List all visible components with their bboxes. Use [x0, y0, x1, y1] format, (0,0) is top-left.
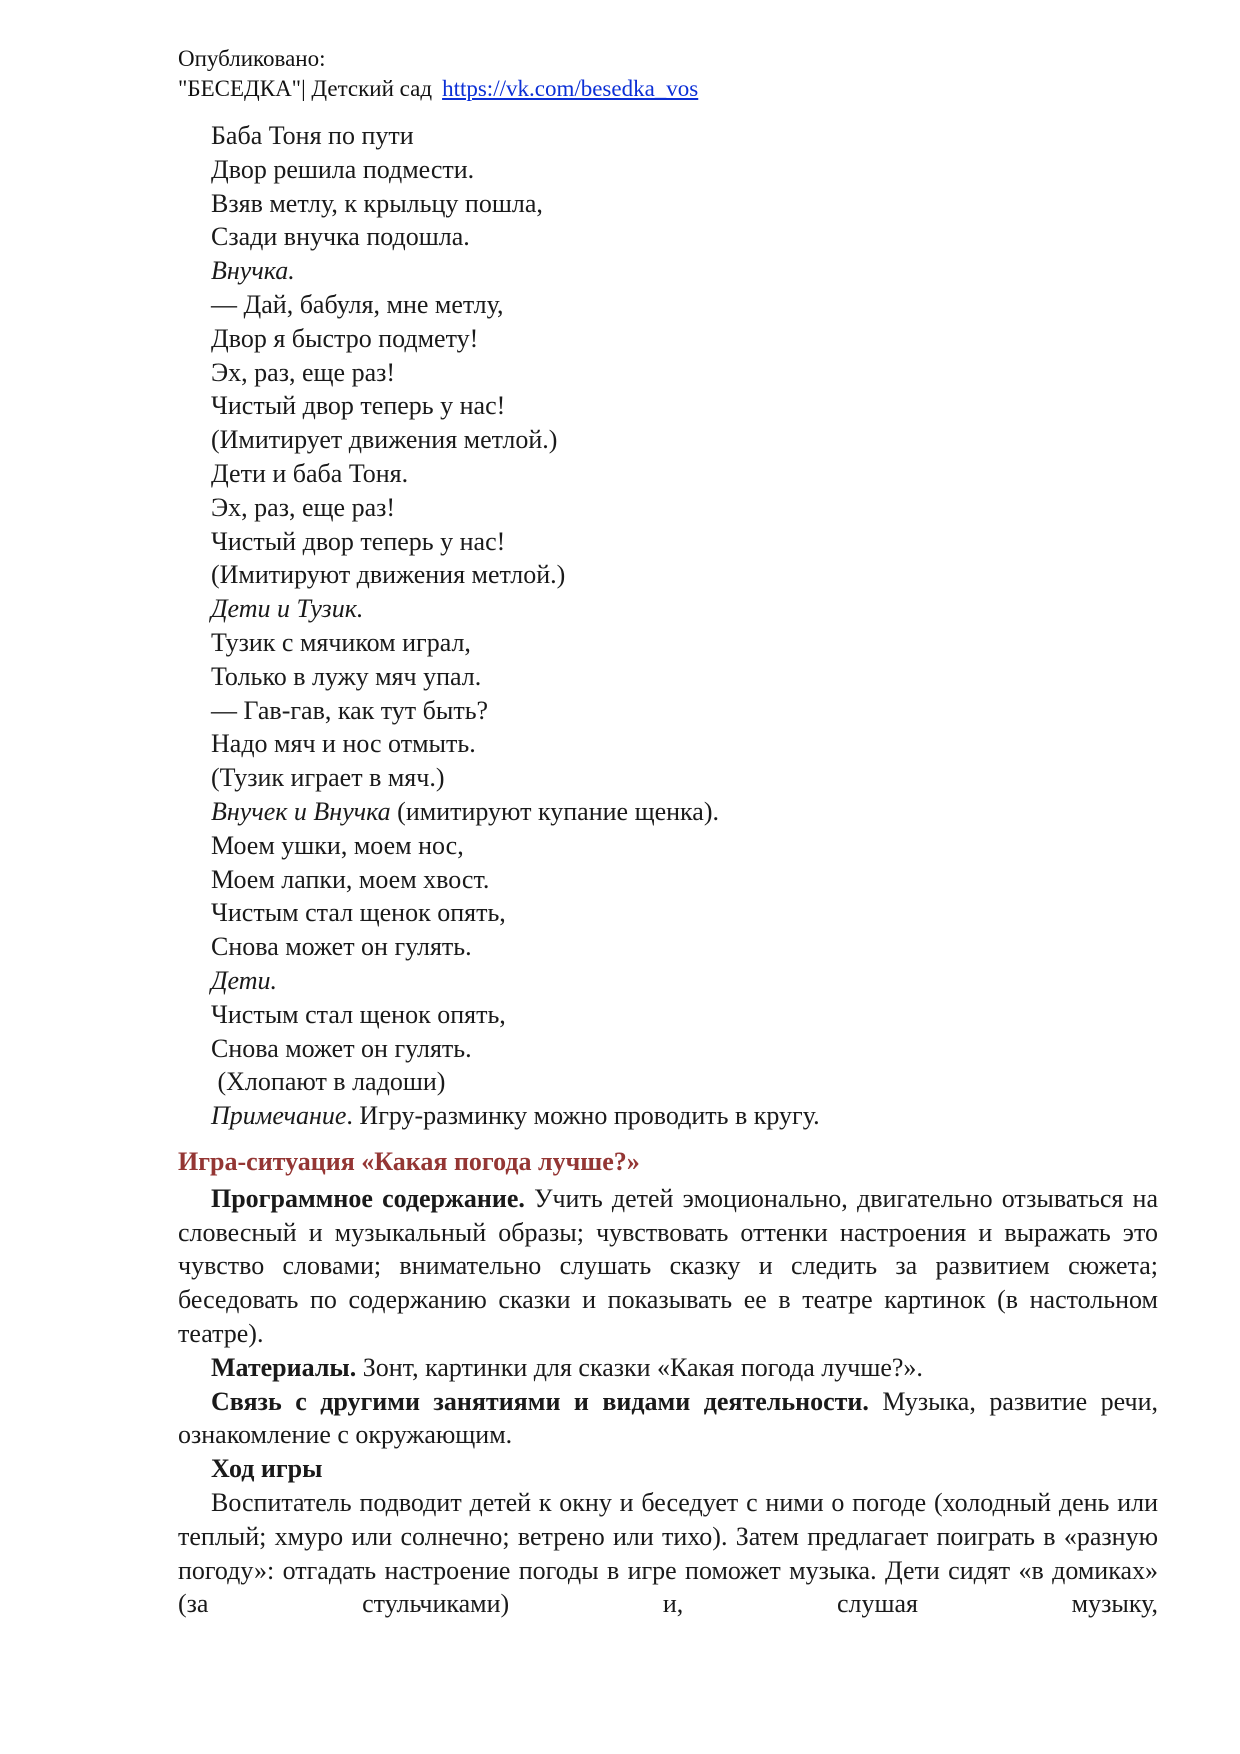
poem-text: Надо мяч и нос отмыть. [211, 729, 476, 759]
poem-text: Чистый двор теперь у нас! [211, 391, 506, 421]
poem-line [211, 254, 820, 288]
poem-text: (Тузик играет в мяч.) [211, 763, 445, 793]
poem-line [211, 660, 820, 694]
poem-text: Эх, раз, еще раз! [211, 492, 396, 522]
poem-text: Снова может он гулять. [211, 932, 472, 962]
poem-text: Чистым стал щенок опять, [211, 999, 506, 1029]
poem-line [211, 356, 820, 390]
poem-text: — Гав-гав, как тут быть? [211, 695, 489, 725]
source-link[interactable]: https://vk.com/besedka_vos [442, 76, 699, 101]
links-text: Музыка, развитие речи, ознакомление с окружающим. [178, 1386, 1158, 1450]
poem-text: Баба Тоня по пути [211, 121, 414, 150]
source-line [178, 74, 698, 104]
course-label: Ход игры [211, 1454, 323, 1484]
poem-line [211, 761, 820, 795]
poem-speaker: Внучка. [211, 256, 295, 286]
poem-line [211, 322, 820, 356]
poem-line [211, 863, 820, 897]
poem-text: Дети и баба Тоня. [211, 458, 409, 488]
poem-line [211, 896, 820, 930]
materials-paragraph [178, 1351, 1158, 1385]
poem-text: Чистый двор теперь у нас! [211, 526, 506, 556]
poem-line [211, 288, 820, 322]
poem-line [211, 694, 820, 728]
poem-text: (Хлопают в ладоши) [211, 1067, 446, 1097]
poem-line [211, 457, 820, 491]
poem-line [211, 829, 820, 863]
page-header [178, 44, 698, 104]
links-label: Связь с другими занятиями и видами деятельности. [211, 1386, 869, 1416]
poem-text: Моем ушки, моем нос, [211, 830, 464, 860]
poem-line [211, 930, 820, 964]
poem-line [211, 423, 820, 457]
materials-label: Материалы. [211, 1352, 357, 1382]
poem-line [211, 626, 820, 660]
poem-line [211, 558, 820, 592]
poem-line [211, 220, 820, 254]
game-section [178, 1145, 1158, 1621]
materials-text: Зонт, картинки для сказки «Какая погода лучше?». [356, 1352, 923, 1382]
poem-speaker: Дети. [211, 965, 278, 995]
poem-line [211, 592, 820, 626]
poem-text: Тузик с мячиком играл, [211, 627, 471, 657]
poem-text: Эх, раз, еще раз! [211, 357, 396, 387]
program-label: Программное содержание. [211, 1183, 525, 1213]
poem-line [211, 727, 820, 761]
poem-line [211, 389, 820, 423]
poem-line [211, 187, 820, 221]
poem-speaker: Внучек и Внучка [211, 796, 391, 826]
poem-text: (Имитируют движения метлой.) [211, 560, 566, 590]
poem-text: Сзади внучка подошла. [211, 222, 470, 252]
poem-speaker: Примечание [211, 1101, 347, 1131]
poem-text: Двор решила подмести. [211, 154, 475, 184]
poem-speaker: Дети и Тузик. [211, 594, 364, 624]
poem-text: Двор я быстро подмету! [211, 323, 479, 353]
program-text: Учить детей эмоционально, двигательно отзываться на словесный и музыкальный образы; чувствовать оттенки настроения и выражать это чувство словами; внимательно слушать сказку и следить за развитием сюжета; беседовать по содержанию сказки и показывать ее в театре картинок (в настольном театре). [178, 1183, 1158, 1348]
poem-line [211, 795, 820, 829]
published-label: Опубликовано: [178, 46, 326, 71]
poem-line [211, 1032, 820, 1066]
poem-text: Чистым стал щенок опять, [211, 898, 506, 928]
poem-line [211, 491, 820, 525]
poem-text: (Имитирует движения метлой.) [211, 425, 558, 455]
poem-block [211, 119, 820, 1133]
poem-line [211, 964, 820, 998]
poem-text: Моем лапки, моем хвост. [211, 864, 490, 894]
program-paragraph [178, 1182, 1158, 1351]
links-paragraph [178, 1385, 1158, 1453]
course-heading-paragraph [178, 1452, 1158, 1486]
poem-line [211, 153, 820, 187]
poem-line [211, 119, 820, 153]
poem-text: — Дай, бабуля, мне метлу, [211, 289, 504, 319]
poem-line [211, 1099, 820, 1133]
poem-line [211, 998, 820, 1032]
poem-line [211, 525, 820, 559]
source-name: "БЕСЕДКА"| Детский сад [178, 76, 433, 101]
poem-text: Взяв метлу, к крыльцу пошла, [211, 188, 543, 218]
poem-line [211, 1065, 820, 1099]
poem-text: (имитируют купание щенка). [390, 796, 719, 826]
course-paragraph: Воспитатель подводит детей к окну и беседует с ними о погоде (холодный день или теплый; хмуро или солнечно; ветрено или тихо). Затем предлагает поиграть в «разную погоду»: отгадать настроение погоды в игре поможет музыка. Дети сидят «в домиках» (за стульчиками) и, слушая музыку, [178, 1487, 1158, 1619]
section-heading: Игра-ситуация «Какая погода лучше?» [178, 1147, 640, 1176]
poem-text: Снова может он гулять. [211, 1033, 472, 1063]
poem-text: Только в лужу мяч упал. [211, 661, 482, 691]
poem-text: . Игру-разминку можно проводить в кругу. [346, 1101, 820, 1131]
